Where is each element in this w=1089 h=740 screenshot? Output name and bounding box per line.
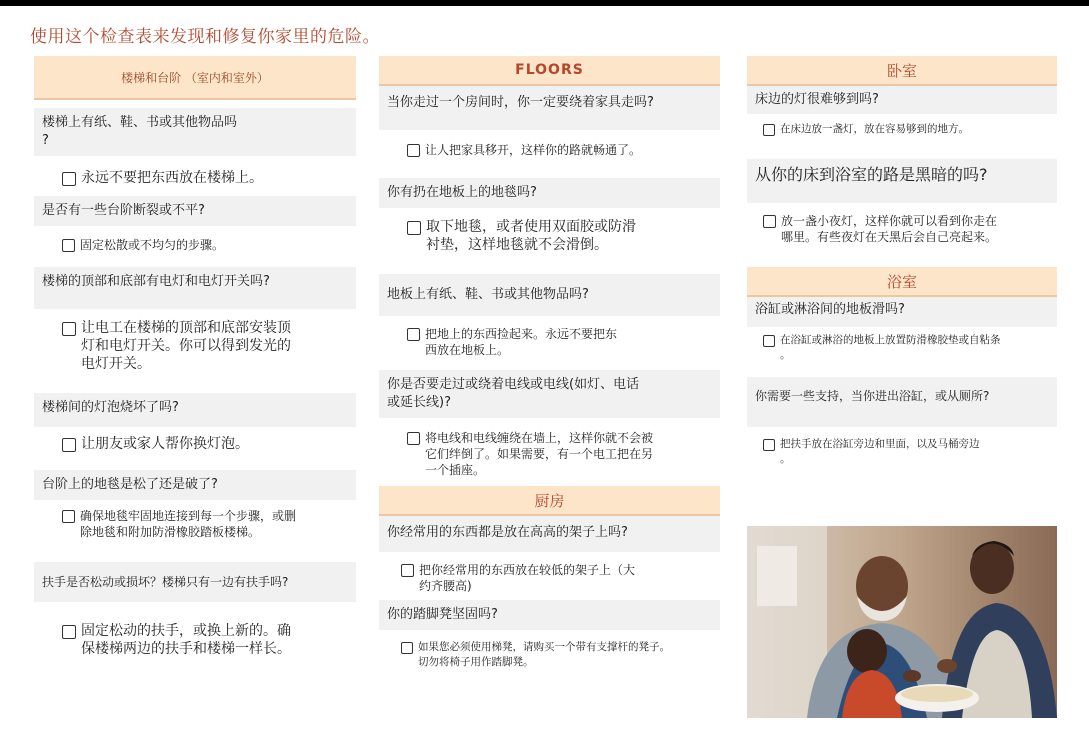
kitchen-question-2: 你的踏脚凳坚固吗? xyxy=(379,600,720,630)
floors-question-2: 你有扔在地板上的地毯吗? xyxy=(379,178,720,208)
floors-question-4: 你是否要走过或绕着电线或电线(如灯、电话 或延长线)? xyxy=(379,370,720,418)
stairs-answer-3[interactable] xyxy=(34,319,356,373)
checkbox[interactable] xyxy=(407,221,421,235)
floors-answer-4[interactable] xyxy=(379,430,720,478)
checkbox[interactable] xyxy=(763,124,775,136)
stairs-question-2: 是否有一些台阶断裂或不平? xyxy=(34,196,356,226)
checkbox[interactable] xyxy=(763,439,775,451)
checkbox[interactable] xyxy=(62,625,76,639)
family-cooking-photo xyxy=(747,526,1057,718)
checkbox[interactable] xyxy=(62,322,76,336)
stairs-answer-4[interactable] xyxy=(34,435,356,453)
stairs-answer-3-text: 让电工在楼梯的顶部和底部安装顶 灯和电灯开关。你可以得到发光的 电灯开关。 xyxy=(81,320,291,372)
floors-answer-1[interactable] xyxy=(379,142,720,158)
stairs-section xyxy=(34,56,356,658)
checkbox[interactable] xyxy=(401,642,413,654)
checkbox[interactable] xyxy=(62,510,75,523)
checkbox[interactable] xyxy=(62,172,76,186)
floors-answer-2[interactable] xyxy=(379,218,720,254)
bedroom-heading: 卧室 xyxy=(747,56,1057,86)
stairs-question-6: 扶手是否松动或损坏？楼梯只有一边有扶手吗? xyxy=(34,562,356,602)
bathroom-answer-2[interactable] xyxy=(747,437,1057,467)
stairs-answer-1[interactable] xyxy=(34,169,356,187)
floors-heading: FLOORS xyxy=(379,56,720,86)
stairs-answer-2-text: 固定松散或不均匀的步骤。 xyxy=(80,238,225,252)
bedroom-answer-2-text: 放一盏小夜灯，这样你就可以看到你走在 哪里。有些夜灯在天黑后会自己亮起来。 xyxy=(781,214,998,244)
page-title: 使用这个检查表来发现和修复你家里的危险。 xyxy=(30,27,380,47)
checkbox[interactable] xyxy=(763,215,776,228)
checkbox[interactable] xyxy=(407,328,420,341)
bathroom-heading: 浴室 xyxy=(747,267,1057,297)
stairs-answer-6-text: 固定松动的扶手，或换上新的。确 保楼梯两边的扶手和楼梯一样长。 xyxy=(81,623,291,657)
bedroom-section xyxy=(747,56,1057,467)
stairs-answer-5[interactable] xyxy=(34,508,356,540)
checkbox[interactable] xyxy=(62,438,76,452)
bedroom-question-2: 从你的床到浴室的路是黑暗的吗? xyxy=(747,159,1057,203)
bedroom-answer-2[interactable] xyxy=(747,213,1057,245)
photo-illustration xyxy=(747,526,1057,718)
kitchen-answer-2[interactable] xyxy=(379,640,720,670)
bathroom-answer-1[interactable] xyxy=(747,333,1057,363)
floors-question-1: 当你走过一个房间时，你一定要绕着家具走吗? xyxy=(379,86,720,130)
kitchen-heading: 厨房 xyxy=(379,486,720,516)
kitchen-answer-1[interactable] xyxy=(379,562,720,594)
bathroom-answer-1-text: 在浴缸或淋浴的地板上放置防滑橡胶垫或自粘条 。 xyxy=(780,334,1001,361)
top-border xyxy=(0,0,1089,6)
stairs-answer-1-text: 永远不要把东西放在楼梯上。 xyxy=(81,170,263,186)
kitchen-answer-1-text: 把你经常用的东西放在较低的架子上（大 约齐腰高) xyxy=(419,563,636,593)
bedroom-answer-1-text: 在床边放一盏灯，放在容易够到的地方。 xyxy=(780,123,969,135)
stairs-question-5: 台阶上的地毯是松了还是破了? xyxy=(34,470,356,500)
checkbox[interactable] xyxy=(62,239,75,252)
stairs-question-1: 楼梯上有纸、鞋、书或其他物品吗 ? xyxy=(34,108,356,156)
stairs-heading: 楼梯和台阶 （室内和室外） xyxy=(34,56,356,100)
stairs-answer-6[interactable] xyxy=(34,622,356,658)
bathroom-answer-2-text: 把扶手放在浴缸旁边和里面，以及马桶旁边 。 xyxy=(780,438,980,465)
checkbox[interactable] xyxy=(763,335,775,347)
stairs-answer-2[interactable] xyxy=(34,237,356,253)
checkbox[interactable] xyxy=(407,432,420,445)
kitchen-answer-2-text: 如果您必须使用梯凳，请购买一个带有支撑杆的凳子。 切勿将椅子用作踏脚凳。 xyxy=(418,641,670,668)
stairs-answer-4-text: 让朋友或家人帮你换灯泡。 xyxy=(81,436,249,452)
bathroom-question-2: 你需要一些支持，当你进出浴缸，或从厕所? xyxy=(747,377,1057,427)
floors-answer-3-text: 把地上的东西捡起来。永远不要把东 西放在地板上。 xyxy=(425,327,618,357)
checkbox[interactable] xyxy=(407,144,420,157)
floors-answer-4-text: 将电线和电线缠绕在墙上，这样你就不会被 它们绊倒了。如果需要，有一个电工把在另 一个插座。 xyxy=(425,431,654,477)
stairs-question-3: 楼梯的顶部和底部有电灯和电灯开关吗? xyxy=(34,267,356,309)
bedroom-answer-1[interactable] xyxy=(747,122,1057,137)
bathroom-question-1: 浴缸或淋浴间的地板滑吗? xyxy=(747,297,1057,327)
floors-answer-1-text: 让人把家具移开，这样你的路就畅通了。 xyxy=(425,143,642,157)
kitchen-question-1: 你经常用的东西都是放在高高的架子上吗? xyxy=(379,516,720,552)
stairs-answer-5-text: 确保地毯牢固地连接到每一个步骤，或删 除地毯和附加防滑橡胶踏板楼梯。 xyxy=(80,509,297,539)
floors-section xyxy=(379,56,720,670)
floors-question-3: 地板上有纸、鞋、书或其他物品吗? xyxy=(379,274,720,316)
checkbox[interactable] xyxy=(401,564,414,577)
bedroom-question-1: 床边的灯很难够到吗? xyxy=(747,86,1057,114)
floors-answer-3[interactable] xyxy=(379,326,720,358)
stairs-question-4: 楼梯间的灯泡烧坏了吗? xyxy=(34,393,356,427)
floors-answer-2-text: 取下地毯，或者使用双面胶或防滑 衬垫，这样地毯就不会滑倒。 xyxy=(426,219,636,253)
